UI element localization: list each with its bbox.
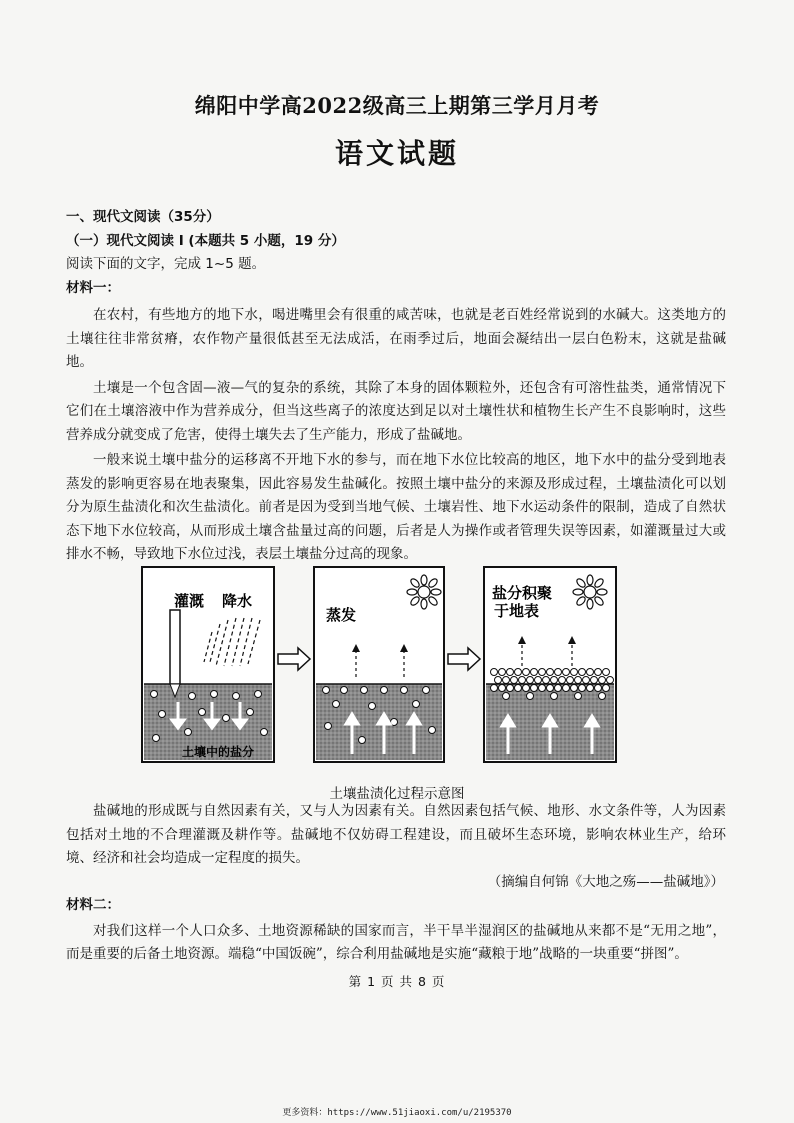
instruction: 阅读下面的文字，完成 1~5 题。 — [66, 256, 266, 272]
label-irrigation: 灌溉 — [174, 592, 205, 610]
material2-label: 材料二： — [66, 897, 120, 913]
label-accumulation-1: 盐分积聚 — [492, 584, 553, 602]
panel-evaporation — [314, 567, 444, 762]
material1-source: （摘编自何锦《大地之殇——盐碱地》） — [487, 873, 724, 890]
section-top-text — [66, 206, 726, 567]
section-bottom-text — [66, 800, 726, 967]
panel-accumulation — [484, 567, 616, 762]
arrow-right-icon — [278, 648, 310, 670]
label-evaporation: 蒸发 — [326, 606, 357, 624]
page-number: 第 1 页 共 8 页 — [348, 974, 446, 989]
label-rain: 降水 — [222, 592, 253, 610]
material1-paragraph: 一般来说土壤中盐分的运移离不开地下水的参与，而在地下水位比较高的地区，地下水中的盐分受到地表蒸发的影响更容易在地表聚集，因此容易发生盐碱化。按照土壤中盐分的来源及形成过程，土壤盐渍化可以划分为原生盐渍化和次生盐渍化。前者是因为受到当地气候、土壤岩性、地下水运动条件的限制，造成了自然状态下地下水位较高，从而形成土壤含盐量过高的问题，后者是人为操作或者管理失误等因素，如灌溉量过大或排水不畅，导致地下水位过浅，表层土壤盐分过高的现象。 — [66, 452, 726, 562]
material1-paragraph: 在农村，有些地方的地下水，喝进嘴里会有很重的咸苦味，也就是老百姓经常说到的水碱大。这类地方的土壤往往非常贫瘠，农作物产量很低甚至无法成活，在雨季过后，地面会凝结出一层白色粉末，这就是盐碱地。 — [66, 307, 726, 370]
material1-paragraph: 土壤是一个包含固—液—气的复杂的系统，其除了本身的固体颗粒外，还包含有可溶性盐类，通常情况下它们在土壤溶液中作为营养成分，但当这些离子的浓度达到足以对土壤性状和植物生长产生不良影响时，这些营养成分就变成了危害，使得土壤失去了生产能力，形成了盐碱地。 — [66, 379, 726, 443]
label-soil-salt: 土壤中的盐分 — [182, 745, 255, 759]
material2-paragraph: 对我们这样一个人口众多、土地资源稀缺的国家而言，半干旱半湿润区的盐碱地从来都不是“无用之地”，而是重要的后备土地资源。端稳“中国饭碗”，综合利用盐碱地是实施“藏粮于地”战略的一块重要“拼图”。 — [66, 922, 726, 962]
panel-irrigation — [142, 567, 274, 762]
figure-caption: 土壤盐渍化过程示意图 — [329, 786, 465, 802]
label-accumulation-2: 于地表 — [494, 602, 540, 620]
school-title: 绵阳中学高2022级高三上期第三学月月考 — [194, 93, 600, 118]
resource-link[interactable]: 更多资料：https://www.51jiaoxi.com/u/2195370 — [282, 1108, 512, 1118]
sub-heading: （一）现代文阅读 I (本题共 5 小题，19 分） — [66, 232, 345, 249]
sun-icon — [573, 575, 607, 609]
material1-label: 材料一： — [66, 279, 120, 296]
arrow-right-icon — [448, 648, 480, 670]
sun-icon — [407, 575, 441, 609]
salinization-diagram — [140, 562, 640, 772]
material1-paragraph: 盐碱地的形成既与自然因素有关，又与人为因素有关。自然因素包括气候、地形、水文条件等，人为因素包括对土地的不合理灌溉及耕作等。盐碱地不仅妨碍工程建设，而且破坏生态环境，影响农林业生产，给环境、经济和社会均造成一定程度的损失。 — [66, 803, 726, 866]
subject-title: 语文试题 — [334, 137, 459, 170]
section-heading: 一、现代文阅读（35分） — [66, 209, 220, 225]
